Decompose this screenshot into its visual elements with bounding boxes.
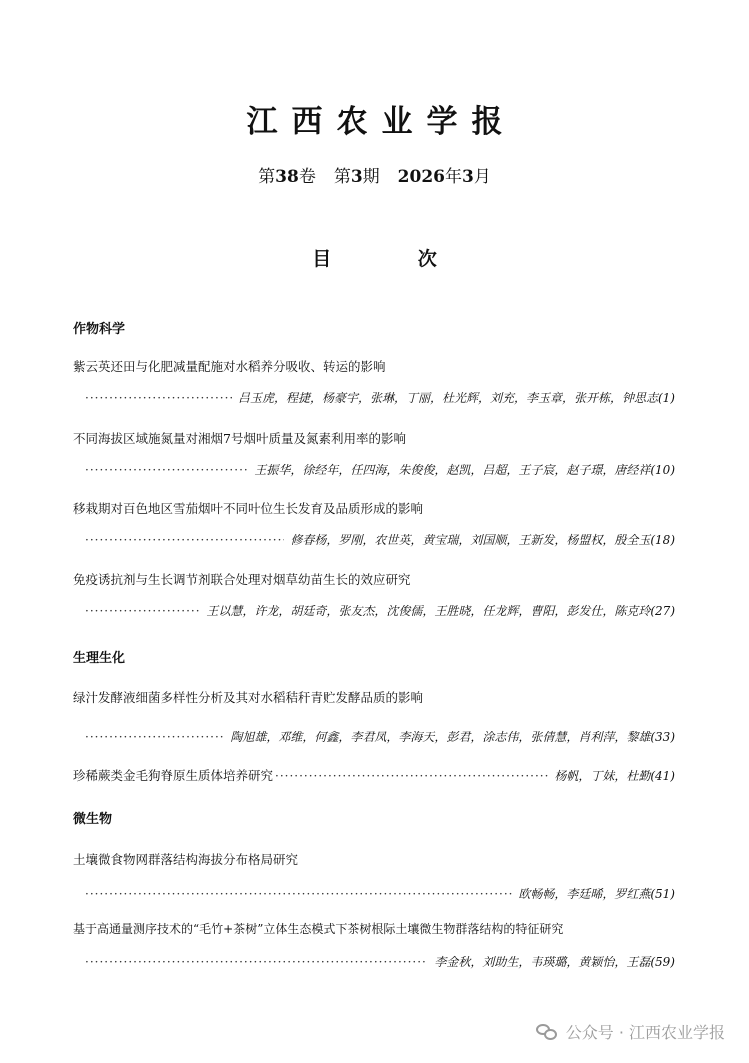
watermark-text: 公众号 · 江西农业学报 [565, 1023, 725, 1042]
month-suffix: 月 [473, 167, 491, 187]
year: 2026 [397, 167, 445, 187]
issue-number: 3 [350, 167, 363, 187]
author-line [85, 885, 675, 902]
dot-leader [85, 533, 284, 547]
article-title[interactable]: 不同海拔区域施氮量对湘烟7号烟叶质量及氮素利用率的影响 [73, 431, 406, 446]
volume-prefix: 第 [258, 167, 276, 187]
section-heading-microbiology: 微生物 [73, 812, 113, 827]
dot-leader [85, 463, 248, 477]
toc-heading: 目 次 [312, 248, 477, 270]
article-title[interactable]: 土壤微食物网群落结构海拔分布格局研究 [73, 852, 299, 867]
article-title[interactable]: 绿汁发酵液细菌多样性分析及其对水稻秸秆青贮发酵品质的影响 [73, 690, 424, 705]
dot-leader [85, 730, 224, 744]
article-title: 珍稀蕨类金毛狗脊原生质体培养研究 [73, 768, 274, 783]
dot-leader [85, 391, 232, 405]
watermark [536, 1020, 725, 1043]
author-line [85, 728, 675, 745]
article-authors: 杨帆，丁妹，杜勤(41) [554, 769, 675, 783]
issue-info [0, 162, 749, 187]
article-authors: 欧畅畅，李廷晞，罗红燕(51) [518, 887, 675, 901]
article-title[interactable]: 紫云英还田与化肥减量配施对水稻养分吸收、转运的影响 [73, 359, 386, 374]
month: 3 [462, 167, 474, 187]
section-heading-physiology: 生理生化 [73, 651, 126, 666]
author-line [85, 531, 675, 548]
volume-suffix: 卷 [298, 167, 316, 187]
article-authors: 王振华，徐经年，任四海，朱俊俊，赵凯，吕超，王子宸，赵子璟，唐经祥(10) [254, 463, 675, 477]
dot-leader [275, 769, 548, 783]
wechat-icon [536, 1023, 558, 1041]
dot-leader [85, 604, 200, 618]
author-line [85, 953, 675, 970]
article-authors: 吕玉虎，程捷，杨豪宇，张琳，丁丽，杜光辉，刘充，李玉章，张开栋，钟思志(1) [237, 391, 675, 405]
issue-prefix: 第 [333, 167, 351, 187]
article-authors: 修春杨，罗刚，农世英，黄宝瑞，刘国顺，王新发，杨盟权，殷全玉(18) [290, 533, 675, 547]
article-authors: 王以慧，许龙，胡廷奇，张友杰，沈俊儒，王胜晓，任龙辉，曹阳，彭发仕，陈克玲(27) [206, 604, 675, 618]
dot-leader [85, 887, 512, 901]
article-title[interactable]: 免疫诱抗剂与生长调节剂联合处理对烟草幼苗生长的效应研究 [73, 572, 411, 587]
author-line [85, 461, 675, 478]
article-title[interactable]: 移栽期对百色地区雪茄烟叶不同叶位生长发育及品质形成的影响 [73, 501, 424, 516]
article-title[interactable]: 基于高通量测序技术的“毛竹+茶树”立体生态模式下茶树根际土壤微生物群落结构的特征研究 [73, 922, 564, 936]
author-line [85, 602, 675, 619]
issue-suffix: 期 [362, 167, 380, 187]
volume-number: 38 [275, 167, 299, 187]
section-heading-crop-science: 作物科学 [73, 322, 126, 337]
article-authors: 李金秋，刘助生，韦瑛璐，黄颖怡，王磊(59) [434, 955, 675, 969]
journal-title: 江西农业学报 [246, 104, 517, 140]
year-suffix: 年 [445, 167, 462, 187]
author-line [85, 389, 675, 406]
article-authors: 陶旭雄，邓维，何鑫，李君凤，李海天，彭君，涂志伟，张倩慧，肖利萍，黎雄(33) [230, 730, 675, 744]
dot-leader [85, 955, 428, 969]
author-line-inline[interactable] [73, 766, 675, 784]
